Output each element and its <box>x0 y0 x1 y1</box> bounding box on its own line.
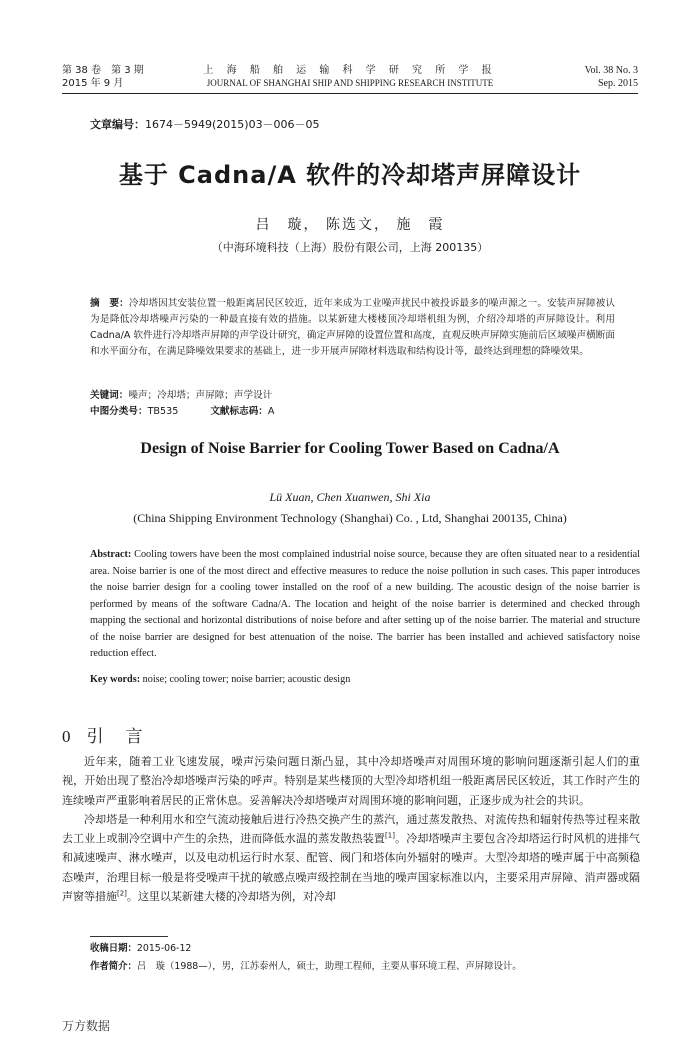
citation[interactable]: [1] <box>385 831 395 840</box>
affiliation-en: (China Shipping Environment Technology (Shanghai) Co. , Ltd, Shanghai 200135, China) <box>133 511 567 525</box>
paragraph: 近年来，随着工业飞速发展，噪声污染问题日渐凸显，其中冷却塔噪声对周围环境的影响问题逐渐引起人们的重视，开始出现了整治冷却塔噪声污染的呼声。特别是某些楼顶的大型冷却塔机组一般距离居民区较近，其工作时产生的连续噪声严重影响着居民的正常休息。妥善解决冷却塔噪声对周围环境的影响问题，正逐步成为社会的共识。 <box>62 755 640 807</box>
keywords-en-text: noise; cooling tower; noise barrier; acoustic design <box>142 674 351 685</box>
section-title: 引言 <box>86 727 165 747</box>
abstract-en <box>90 547 640 663</box>
title-en: Design of Noise Barrier for Cooling Tower Based on Cadna/A <box>140 440 560 457</box>
article-number-label: 文章编号： <box>90 118 145 131</box>
author-bio-value: 吕 璇（1988—），男，江苏泰州人，硕士，助理工程师，主要从事环境工程、声屏障设计。 <box>136 961 522 972</box>
keywords-cn <box>90 388 615 404</box>
watermark: 万方数据 <box>62 1019 111 1033</box>
keywords-en <box>90 672 640 688</box>
journal-name <box>150 64 550 90</box>
received-date <box>90 942 640 956</box>
article-number-value: 1674－5949(2015)03－006－05 <box>145 118 320 131</box>
abstract-cn <box>90 296 615 360</box>
section-number: 0 <box>62 727 71 746</box>
authors-en: Lü Xuan, Chen Xuanwen, Shi Xia <box>269 490 431 504</box>
abstract-en-text: Cooling towers have been the most complained industrial noise source, because they are often situated near to a residential area. Noise barrier is one of the most direct and effective measures to reduce the noise pollution in such cases. This paper introduces the noise barrier design for a cooling tower installed on the roof of a new building. The acoustic design of the noise barrier is performed by means of the software Cadna/A. The location and height of the noise barrier is determined and checked through mapping the sectional and horizontal distributions of noise before and after setting up of the noise barrier. The material and structure of the noise barrier are designed for best attenuation of the noise. The barrier has been installed and achieved satisfactory noise reduction effect. <box>90 549 641 659</box>
body-text <box>62 752 640 906</box>
clc-value: TB535 <box>147 406 179 417</box>
journal-name-cn: 上 海 船 舶 运 输 科 学 研 究 所 学 报 <box>203 65 497 76</box>
keywords-cn-text: 噪声；冷却塔；声屏障；声学设计 <box>128 390 273 401</box>
received-label: 收稿日期： <box>90 943 137 954</box>
author-bio <box>90 960 640 974</box>
authors-cn: 吕 璇， 陈选文， 施 霞 <box>255 217 445 233</box>
volume-en: Vol. 38 No. 3 <box>584 65 638 76</box>
keywords-en-label: Key words: <box>90 674 141 685</box>
abstract-en-label: Abstract: <box>90 549 132 560</box>
keywords-cn-label: 关键词： <box>90 390 129 401</box>
header-rule <box>62 93 638 94</box>
abstract-cn-label: 摘 要： <box>90 298 129 309</box>
date-en: Sep. 2015 <box>598 78 638 89</box>
section-heading <box>62 722 165 747</box>
affiliation-cn: （中海环境科技（上海）股份有限公司，上海 200135） <box>211 241 489 254</box>
volume-cn: 第 38 卷 第 3 期 <box>62 65 144 76</box>
journal-issue-en <box>585 64 638 90</box>
received-value: 2015-06-12 <box>136 943 192 954</box>
article-number <box>90 116 320 132</box>
journal-issue-cn <box>62 64 144 90</box>
clc-label: 中图分类号： <box>90 406 148 417</box>
title-cn: 基于 Cadna/A 软件的冷却塔声屏障设计 <box>118 161 582 189</box>
date-cn: 2015 年 9 月 <box>62 78 124 89</box>
footnote-rule <box>90 936 168 937</box>
doc-code-label: 文献标志码： <box>210 406 268 417</box>
journal-name-en: JOURNAL OF SHANGHAI SHIP AND SHIPPING RESEARCH INSTITUTE <box>206 78 494 88</box>
author-bio-label: 作者简介： <box>90 961 137 972</box>
classification <box>90 404 615 420</box>
paragraph: 冷却塔是一种利用水和空气流动接触后进行冷热交换产生的蒸汽，通过蒸发散热、对流传热和辐射传热等过程来散去工业上或制冷空调中产生的余热，进而降低水温的蒸发散热装置[1]。冷却塔噪声主要包含冷却塔运行时风机的进排气和减速噪声、淋水噪声，以及电动机运行时水泵、配管、阀门和塔体向外辐射的噪声。大型冷却塔的噪声属于中高频稳态噪声，治理目标一般是将受噪声干扰的敏感点噪声级控制在当地的噪声国家标准以内，主要采用声屏障、消声器或隔声窗等措施[2]。这里以某新建大楼的冷却塔为例，对冷却 <box>62 812 641 904</box>
doc-code-value: A <box>267 406 275 417</box>
citation[interactable]: [2] <box>117 889 127 898</box>
abstract-cn-text: 冷却塔因其安装位置一般距离居民区较近，近年来成为工业噪声扰民中被投诉最多的噪声源之一。安装声屏障被认为是降低冷却塔噪声污染的一种最直接有效的措施。以某新建大楼楼顶冷却塔机组为例，介绍冷却塔的声屏障设计。利用 Cadna/A 软件进行冷却塔声屏障的声学设计研究，确定声屏障的设置位置和高度，直观反映声屏障实施前后区域噪声横断面和水平面分布，在满足降噪效果要求的基础上，进一步开展声屏障材料选取和结构设计等，最终达到理想的降噪效果。 <box>90 298 616 357</box>
